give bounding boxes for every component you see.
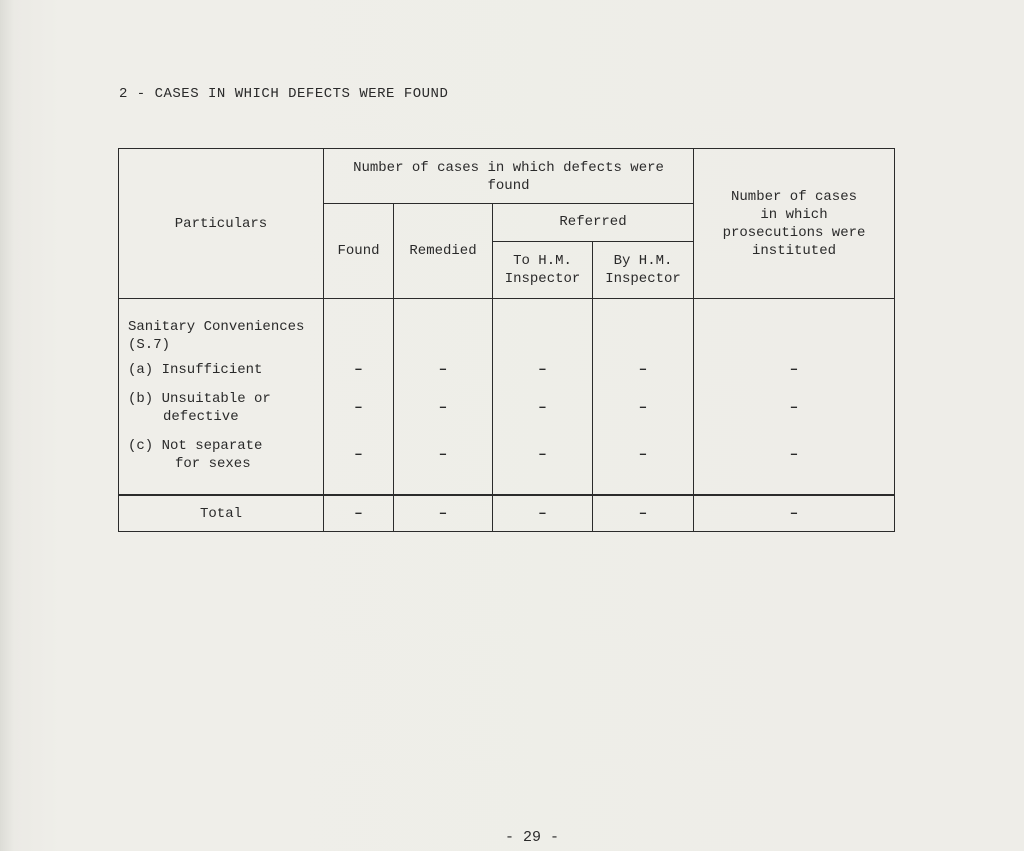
total-remedied-dash: – [438,505,448,522]
by-hm-value [593,433,694,496]
by-hm-value [593,383,694,432]
found-dash: – [354,399,363,416]
found-dash: – [354,361,363,378]
by-hm-dash: – [638,361,648,378]
found-value [324,433,394,496]
particulars-header [119,149,324,299]
remedied-value [394,356,493,383]
by-hm-dash: – [638,399,648,416]
empty-cell [593,299,694,357]
number-of-cases-header-label: Number of cases in which defects were found [353,160,664,194]
remedied-dash: – [438,399,448,416]
prosecutions-value [694,383,895,432]
to-hm-value [493,433,593,496]
total-prosecutions [694,495,895,531]
section-heading: 2 - CASES IN WHICH DEFECTS WERE FOUND [119,86,449,102]
total-found [324,495,394,531]
total-by-hm [593,495,694,531]
referred-header-label: Referred [559,214,627,231]
row-label-continuation: for sexes [175,455,251,472]
prosecutions-value [694,433,895,496]
total-found-dash: – [354,505,363,522]
prosecutions-dash: – [789,446,799,463]
by-hm-inspector-header-label: By H.M. Inspector [605,252,681,287]
row-label-text: (a) Insufficient [128,361,263,378]
prosecutions-header [694,149,895,299]
found-value [324,356,394,383]
prosecutions-header-label: Number of cases in which prosecutions were instituted [722,188,866,259]
prosecutions-dash: – [789,399,799,416]
total-by-hm-dash: – [638,505,648,522]
empty-cell [694,299,895,357]
prosecutions-dash: – [789,361,799,378]
by-hm-inspector-header [593,241,694,299]
remedied-header [394,203,493,299]
to-hm-inspector-header [493,241,593,299]
to-hm-inspector-header-label: To H.M. Inspector [504,252,581,287]
total-to-hm [493,495,593,531]
total-label-cell [119,495,324,531]
found-dash: – [354,446,363,463]
total-to-hm-dash: – [538,505,547,522]
row-label-text: (c) Not separate [128,437,263,454]
section-title: Sanitary Conveniences (S.7) [128,319,305,354]
row-label [119,356,324,383]
found-header [324,203,394,299]
particulars-header-label: Particulars [174,215,268,232]
section-title-cell [119,299,324,357]
remedied-value [394,383,493,432]
to-hm-dash: – [538,446,547,463]
to-hm-value [493,383,593,432]
remedied-dash: – [438,446,448,463]
empty-cell [394,299,493,357]
found-value [324,383,394,432]
remedied-dash: – [438,361,448,378]
total-prosecutions-dash: – [789,505,799,522]
page-number: - 29 - [505,829,560,846]
empty-cell [324,299,394,357]
row-label-continuation: defective [163,408,239,425]
number-of-cases-header [324,149,694,204]
by-hm-dash: – [638,446,648,463]
total-label: Total [199,505,242,522]
to-hm-dash: – [538,399,547,416]
row-label-text: (b) Unsuitable or [128,390,271,407]
defects-table [118,148,895,532]
total-remedied [394,495,493,531]
row-label [119,433,324,496]
remedied-value [394,433,493,496]
by-hm-value [593,356,694,383]
row-label [119,383,324,432]
found-header-label: Found [337,242,380,259]
remedied-header-label: Remedied [409,242,477,259]
to-hm-value [493,356,593,383]
prosecutions-value [694,356,895,383]
empty-cell [493,299,593,357]
to-hm-dash: – [538,361,547,378]
referred-header [493,203,694,241]
